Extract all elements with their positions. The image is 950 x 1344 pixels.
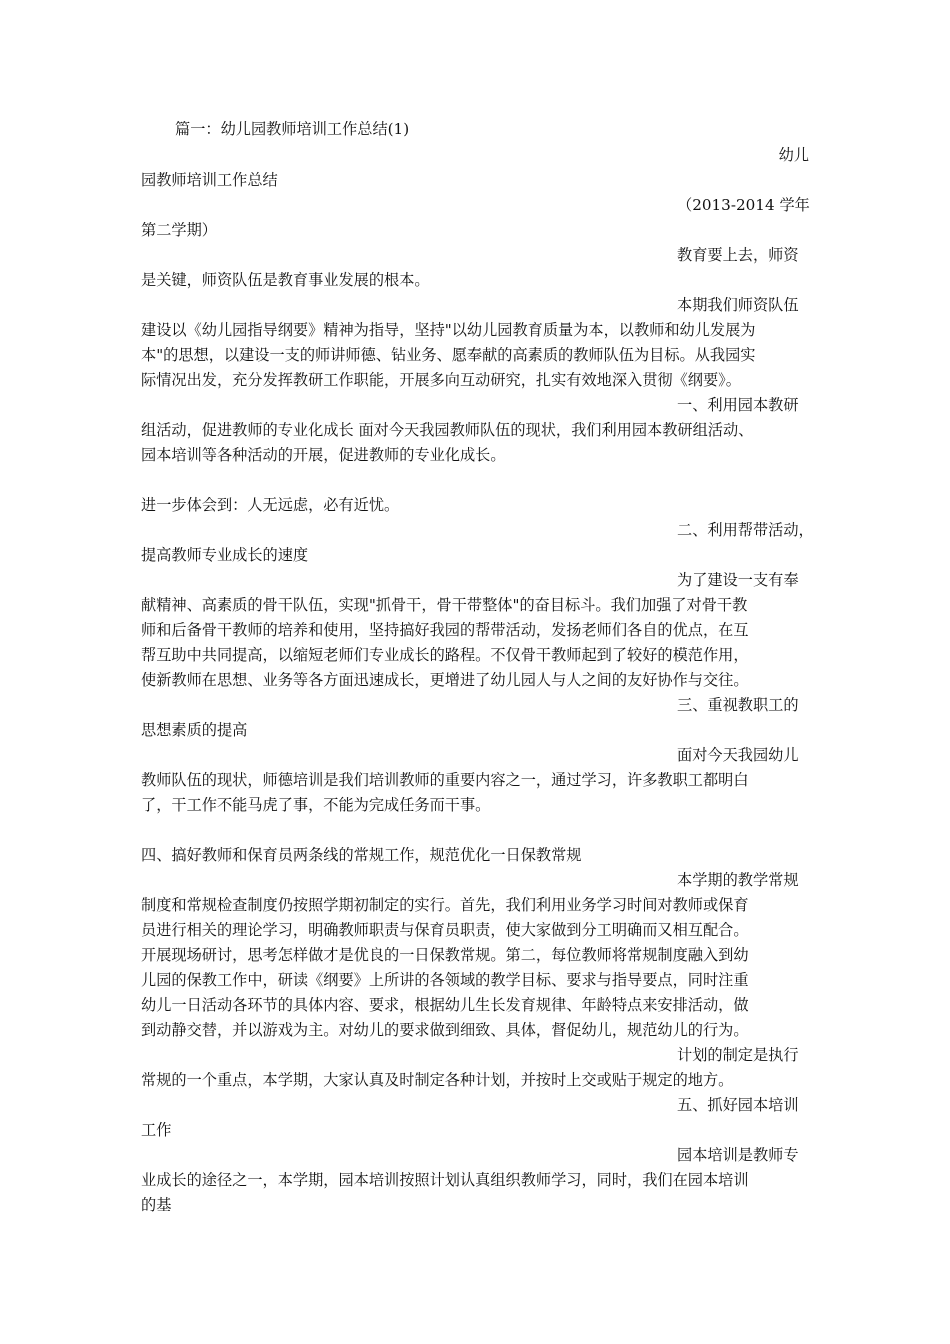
text-line: 本期我们师资队伍 bbox=[677, 296, 799, 314]
text-line: 园本培训等各种活动的开展，促进教师的专业化成长。 bbox=[141, 446, 506, 464]
text-line: 三、重视教职工的 bbox=[677, 696, 799, 714]
text-line: 二、利用帮带活动， bbox=[677, 521, 814, 539]
text-line: 儿园的保教工作中，研读《纲要》上所讲的各领域的教学目标、要求与指导要点，同时注重 bbox=[141, 971, 749, 989]
text-line: 了，干工作不能马虎了事，不能为完成任务而干事。 bbox=[141, 796, 491, 814]
text-line: 到动静交替，并以游戏为主。对幼儿的要求做到细致、具体，督促幼儿，规范幼儿的行为。 bbox=[141, 1021, 749, 1039]
text-line: 提高教师专业成长的速度 bbox=[141, 546, 309, 564]
text-line: 本学期的教学常规 bbox=[677, 871, 799, 889]
text-line: 制度和常规检查制度仍按照学期初制定的实行。首先，我们利用业务学习时间对教师或保育 bbox=[141, 896, 749, 914]
text-line: 进一步体会到：人无远虑，必有近忧。 bbox=[141, 496, 400, 514]
text-line: （2013-2014 学年 bbox=[677, 196, 810, 214]
text-line: 工作 bbox=[141, 1121, 172, 1139]
text-line: 帮互助中共同提高，以缩短老师们专业成长的路程。不仅骨干教师起到了较好的模范作用， bbox=[141, 646, 749, 664]
text-line: 为了建设一支有奉 bbox=[677, 571, 799, 589]
text-line: 建设以《幼儿园指导纲要》精神为指导，坚持"以幼儿园教育质量为本，以教师和幼儿发展为 bbox=[141, 321, 756, 339]
text-line: 常规的一个重点，本学期，大家认真及时制定各种计划，并按时上交或贴于规定的地方。 bbox=[141, 1071, 734, 1089]
text-line: 园本培训是教师专 bbox=[677, 1146, 799, 1164]
text-line: 的基 bbox=[141, 1196, 172, 1214]
text-line: 五、抓好园本培训 bbox=[677, 1096, 799, 1114]
text-line: 使新教师在思想、业务等各方面迅速成长，更增进了幼儿园人与人之间的友好协作与交往。 bbox=[141, 671, 749, 689]
text-line: 本"的思想，以建设一支的师讲师德、钻业务、愿奉献的高素质的教师队伍为目标。从我园实 bbox=[141, 346, 756, 364]
text-line: 第二学期） bbox=[141, 221, 217, 239]
text-line: 一、利用园本教研 bbox=[677, 396, 799, 414]
text-line: 际情况出发，充分发挥教研工作职能，开展多向互动研究，扎实有效地深入贯彻《纲要》。 bbox=[141, 371, 741, 389]
text-line: 教师队伍的现状，师德培训是我们培训教师的重要内容之一，通过学习，许多教职工都明白 bbox=[141, 771, 749, 789]
text-line: 计划的制定是执行 bbox=[677, 1046, 799, 1064]
text-line: 园教师培训工作总结 bbox=[141, 171, 278, 189]
text-line: 面对今天我园幼儿 bbox=[677, 746, 799, 764]
text-line: 业成长的途径之一，本学期，园本培训按照计划认真组织教师学习，同时，我们在园本培训 bbox=[141, 1171, 749, 1189]
text-line: 是关键，师资队伍是教育事业发展的根本。 bbox=[141, 271, 430, 289]
text-line: 开展现场研讨，思考怎样做才是优良的一日保教常规。第二，每位教师将常规制度融入到幼 bbox=[141, 946, 749, 964]
text-line: 师和后备骨干教师的培养和使用，坚持搞好我园的帮带活动，发扬老师们各自的优点，在互 bbox=[141, 621, 749, 639]
text-line: 幼儿 bbox=[778, 146, 809, 164]
text-line: 员进行相关的理论学习，明确教师职责与保育员职责，使大家做到分工明确而又相互配合。 bbox=[141, 921, 749, 939]
text-line: 思想素质的提高 bbox=[141, 721, 248, 739]
text-line: 献精神、高素质的骨干队伍，实现"抓骨干，骨干带整体"的奋目标斗。我们加强了对骨干教 bbox=[141, 596, 748, 614]
text-line: 四、搞好教师和保育员两条线的常规工作，规范优化一日保教常规 bbox=[141, 846, 582, 864]
text-line: 幼儿一日活动各环节的具体内容、要求，根据幼儿生长发育规律、年龄特点来安排活动，做 bbox=[141, 996, 749, 1014]
text-line: 组活动，促进教师的专业化成长 面对今天我园教师队伍的现状，我们利用园本教研组活动、 bbox=[141, 421, 754, 439]
text-line: 教育要上去，师资 bbox=[677, 246, 799, 264]
document-title: 篇一：幼儿园教师培训工作总结(1) bbox=[175, 120, 410, 138]
